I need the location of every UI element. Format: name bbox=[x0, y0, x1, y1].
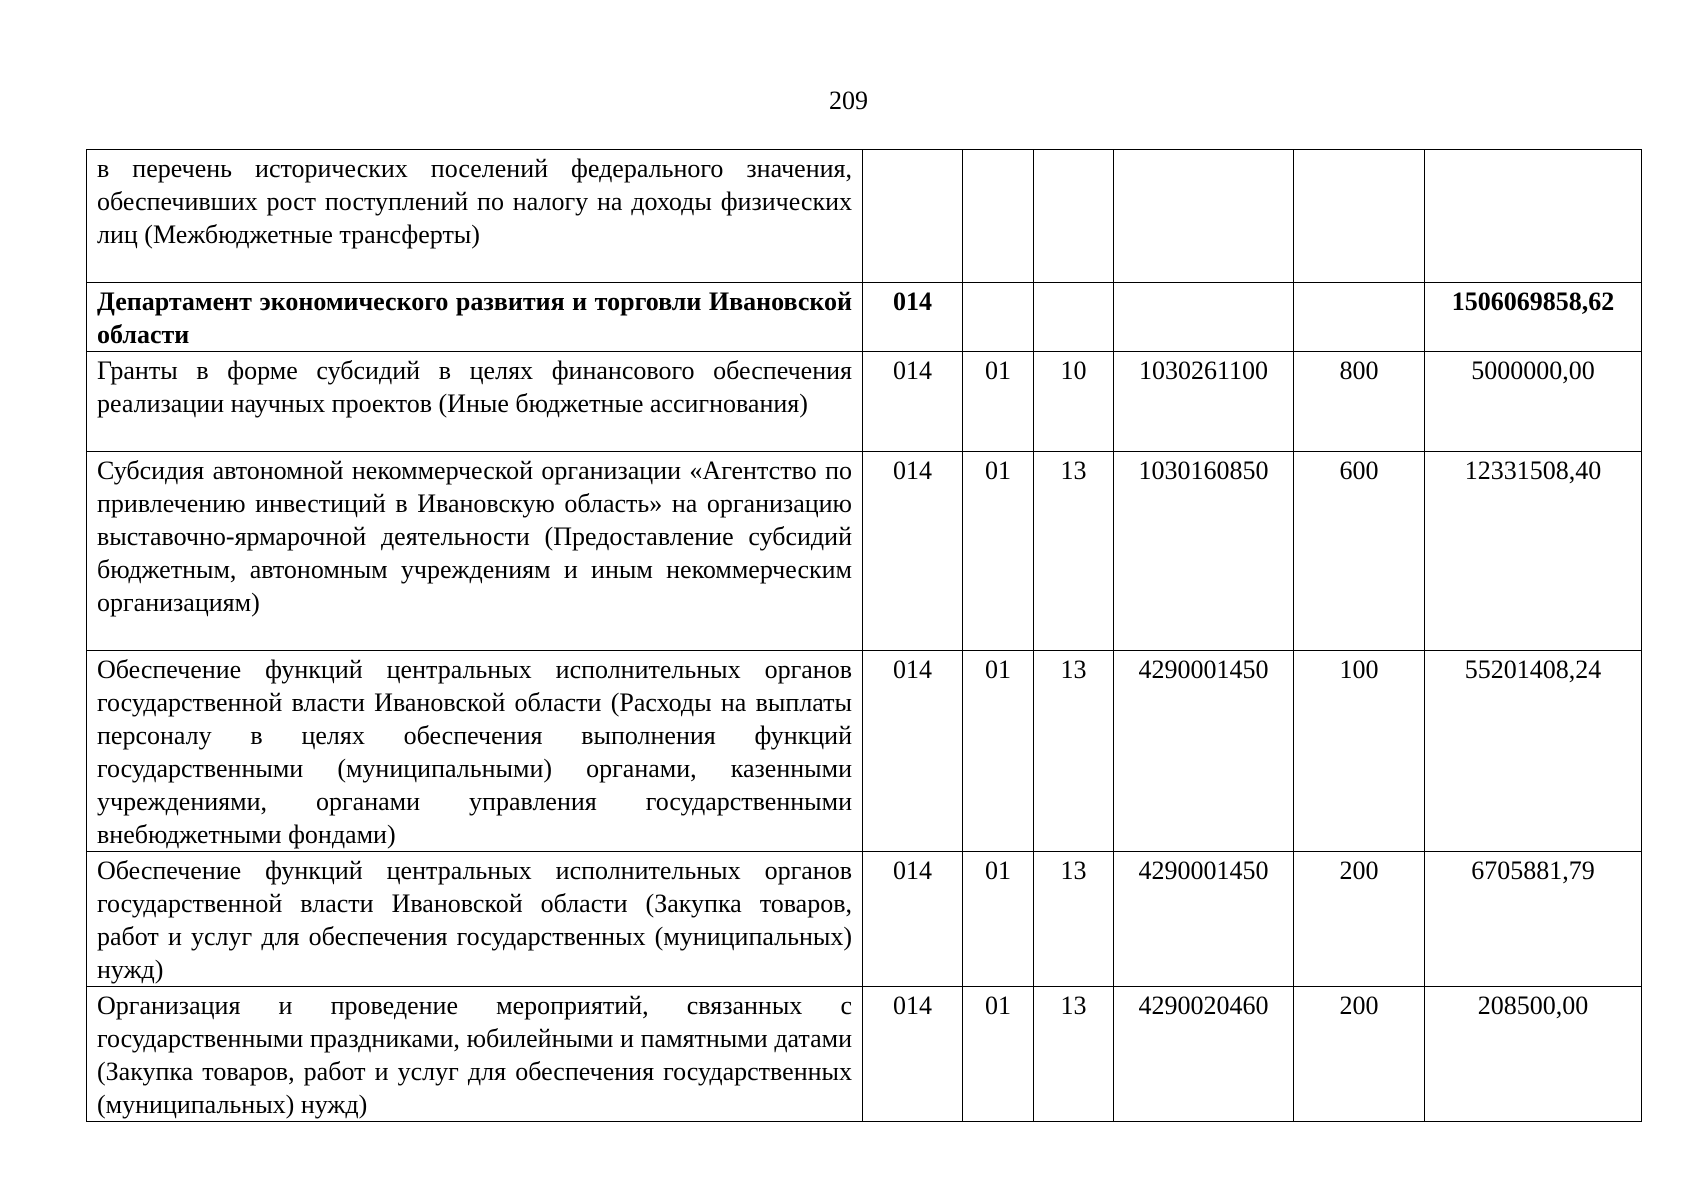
page-number: 209 bbox=[829, 86, 868, 115]
row-vr-code bbox=[863, 150, 963, 283]
row-description: Департамент экономического развития и торговли Ивановской области bbox=[87, 283, 863, 352]
row-vid-code: 600 bbox=[1294, 452, 1425, 651]
row-vid-code bbox=[1294, 283, 1425, 352]
row-description: Организация и проведение мероприятий, связанных с государственными праздниками, юбилейными и памятными датами (Закупка товаров, работ и услуг для обеспечения государственных (муниципальных) нужд) bbox=[87, 987, 863, 1122]
row-sum: 1506069858,62 bbox=[1425, 283, 1642, 352]
row-csr-code: 1030261100 bbox=[1114, 352, 1294, 452]
table-row bbox=[87, 452, 1642, 651]
row-rz-code: 01 bbox=[963, 651, 1034, 852]
row-csr-code: 1030160850 bbox=[1114, 452, 1294, 651]
table-row bbox=[87, 283, 1642, 352]
row-vr-code: 014 bbox=[863, 651, 963, 852]
table-row bbox=[87, 852, 1642, 987]
row-vid-code: 800 bbox=[1294, 352, 1425, 452]
table-row bbox=[87, 987, 1642, 1122]
row-pr-code: 13 bbox=[1034, 651, 1114, 852]
table-row bbox=[87, 150, 1642, 283]
row-vr-code: 014 bbox=[863, 283, 963, 352]
row-description: Обеспечение функций центральных исполнительных органов государственной власти Ивановской области (Расходы на выплаты персоналу в целях обеспечения выполнения функций государственными (муниципальными) органами, казенными учреждениями, органами управления государственными внебюджетными фондами) bbox=[87, 651, 863, 852]
row-description: Гранты в форме субсидий в целях финансового обеспечения реализации научных проектов (Иные бюджетные ассигнования) bbox=[87, 352, 863, 452]
row-sum bbox=[1425, 150, 1642, 283]
row-vr-code: 014 bbox=[863, 352, 963, 452]
row-sum: 12331508,40 bbox=[1425, 452, 1642, 651]
row-sum: 5000000,00 bbox=[1425, 352, 1642, 452]
row-vid-code: 100 bbox=[1294, 651, 1425, 852]
row-sum: 208500,00 bbox=[1425, 987, 1642, 1122]
table-row bbox=[87, 651, 1642, 852]
row-rz-code: 01 bbox=[963, 452, 1034, 651]
row-sum: 6705881,79 bbox=[1425, 852, 1642, 987]
row-csr-code: 4290001450 bbox=[1114, 651, 1294, 852]
budget-table bbox=[86, 149, 1642, 1122]
row-vr-code: 014 bbox=[863, 852, 963, 987]
row-vr-code: 014 bbox=[863, 987, 963, 1122]
row-csr-code bbox=[1114, 150, 1294, 283]
row-rz-code bbox=[963, 283, 1034, 352]
row-pr-code: 13 bbox=[1034, 987, 1114, 1122]
row-rz-code bbox=[963, 150, 1034, 283]
row-pr-code: 13 bbox=[1034, 852, 1114, 987]
row-sum: 55201408,24 bbox=[1425, 651, 1642, 852]
row-vid-code: 200 bbox=[1294, 987, 1425, 1122]
row-pr-code bbox=[1034, 283, 1114, 352]
row-rz-code: 01 bbox=[963, 987, 1034, 1122]
row-description: Субсидия автономной некоммерческой организации «Агентство по привлечению инвестиций в Ивановскую область» на организацию выставочно-ярмарочной деятельности (Предоставление субсидий бюджетным, автономным учреждениям и иным некоммерческим организациям) bbox=[87, 452, 863, 651]
row-vr-code: 014 bbox=[863, 452, 963, 651]
row-vid-code: 200 bbox=[1294, 852, 1425, 987]
row-rz-code: 01 bbox=[963, 852, 1034, 987]
row-vid-code bbox=[1294, 150, 1425, 283]
row-description: Обеспечение функций центральных исполнительных органов государственной власти Ивановской области (Закупка товаров, работ и услуг для обеспечения государственных (муниципальных) нужд) bbox=[87, 852, 863, 987]
row-csr-code: 4290001450 bbox=[1114, 852, 1294, 987]
row-csr-code bbox=[1114, 283, 1294, 352]
row-rz-code: 01 bbox=[963, 352, 1034, 452]
row-description: в перечень исторических поселений федерального значения, обеспечивших рост поступлений по налогу на доходы физических лиц (Межбюджетные трансферты) bbox=[87, 150, 863, 283]
row-pr-code bbox=[1034, 150, 1114, 283]
table-row bbox=[87, 352, 1642, 452]
row-pr-code: 13 bbox=[1034, 452, 1114, 651]
row-csr-code: 4290020460 bbox=[1114, 987, 1294, 1122]
row-pr-code: 10 bbox=[1034, 352, 1114, 452]
